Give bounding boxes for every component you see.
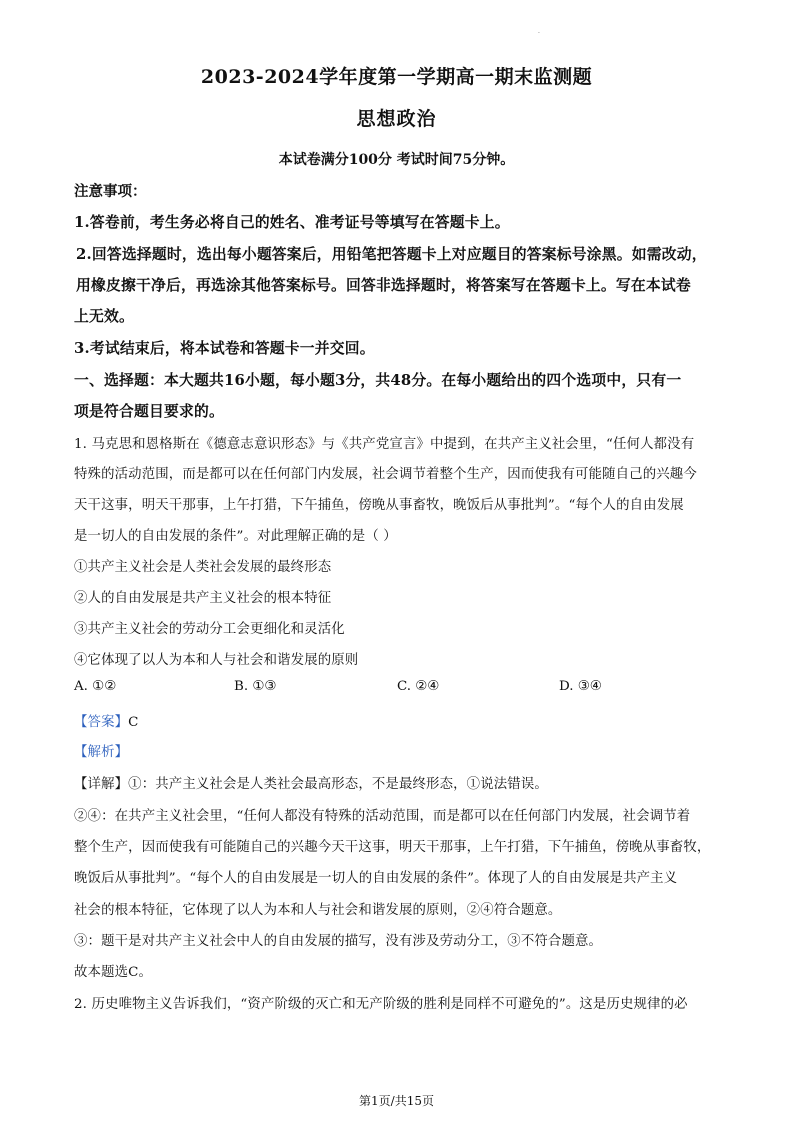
notice-heading: 注意事项： (74, 183, 147, 200)
detail-line-1: 【详解】①：共产主义社会是人类社会最高形态，不是最终形态，①说法错误。 (74, 777, 548, 792)
answer-label: 【答案】 (74, 715, 129, 730)
answer-line (74, 711, 139, 730)
page-mark: · (538, 30, 540, 37)
detail-line-6: ③：题干是对共产主义社会中人的自由发展的描写，没有涉及劳动分工，③不符合题意。 (74, 934, 603, 949)
detail-line-7: 故本题选C。 (74, 965, 153, 980)
statement-1: ①共产主义社会是人类社会发展的最终形态 (74, 560, 332, 575)
option-a: A. ①② (74, 679, 117, 694)
notice-item-2-line-1: 2.回答选择题时，选出每小题答案后，用铅笔把答题卡上对应题目的答案标号涂黑。如需改动， (76, 246, 707, 263)
exam-info: 本试卷满分100分 考试时间75分钟。 (278, 152, 515, 168)
statement-3: ③共产主义社会的劳动分工会更细化和灵活化 (74, 622, 345, 637)
page-number: 第1页/共15页 (359, 1094, 434, 1108)
notice-item-2-line-3: 上无效。 (74, 308, 134, 325)
exam-subject: 思想政治 (356, 108, 437, 130)
section-heading-line-2: 项是符合题目要求的。 (74, 403, 224, 420)
question-1-stem-line-3: 天干这事，明天干那事，上午打猎，下午捕鱼，傍晚从事畜牧，晚饭后从事批判”。“每个人的自由发展 (74, 498, 684, 513)
section-heading-line-1: 一、选择题：本大题共16小题，每小题3分，共48分。在每小题给出的四个选项中，只有一 (74, 372, 682, 389)
detail-line-2: ②④：在共产主义社会里，“任何人都没有特殊的活动范围，而是都可以在任何部门内发展，社会调节着 (74, 809, 691, 824)
notice-item-3: 3.考试结束后，将本试卷和答题卡一并交回。 (74, 340, 375, 357)
detail-line-5: 社会的根本特征，它体现了以人为本和人与社会和谐发展的原则，②④符合题意。 (74, 903, 562, 918)
question-2-stem-line-1: 2. 历史唯物主义告诉我们，“资产阶级的灭亡和无产阶级的胜利是同样不可避免的”。这是历史规律的必 (74, 997, 688, 1012)
detail-line-3: 整个生产，因而使我有可能随自己的兴趣今天干这事，明天干那事，上午打猎，下午捕鱼，傍晚从事畜牧， (74, 840, 711, 855)
notice-item-1: 1.答卷前，考生务必将自己的姓名、准考证号等填写在答题卡上。 (74, 214, 510, 231)
question-1-stem-line-4: 是一切人的自由发展的条件”。对此理解正确的是（ ） (74, 529, 397, 544)
exam-title: 2023-2024学年度第一学期高一期末监测题 (200, 66, 593, 88)
analysis-label: 【解析】 (74, 745, 129, 760)
question-1-stem-line-2: 特殊的活动范围，而是都可以在任何部门内发展，社会调节着整个生产，因而使我有可能随自己的兴趣今 (74, 467, 697, 482)
option-d: D. ③④ (559, 679, 602, 694)
statement-2: ②人的自由发展是共产主义社会的根本特征 (74, 591, 332, 606)
statement-4: ④它体现了以人为本和人与社会和谐发展的原则 (74, 653, 359, 668)
answer-value: C (128, 715, 139, 730)
option-b: B. ①③ (234, 679, 277, 694)
notice-item-2-line-2: 用橡皮擦干净后，再选涂其他答案标号。回答非选择题时，将答案写在答题卡上。写在本试卷 (76, 277, 691, 294)
option-c: C. ②④ (397, 679, 440, 694)
detail-line-4: 晚饭后从事批判”。“每个人的自由发展是一切人的自由发展的条件”。体现了人的自由发展是共产主义 (74, 871, 678, 886)
question-1-stem-line-1: 1. 马克思和恩格斯在《德意志意识形态》与《共产党宣言》中提到，在共产主义社会里，“任何人都没有 (74, 437, 695, 452)
